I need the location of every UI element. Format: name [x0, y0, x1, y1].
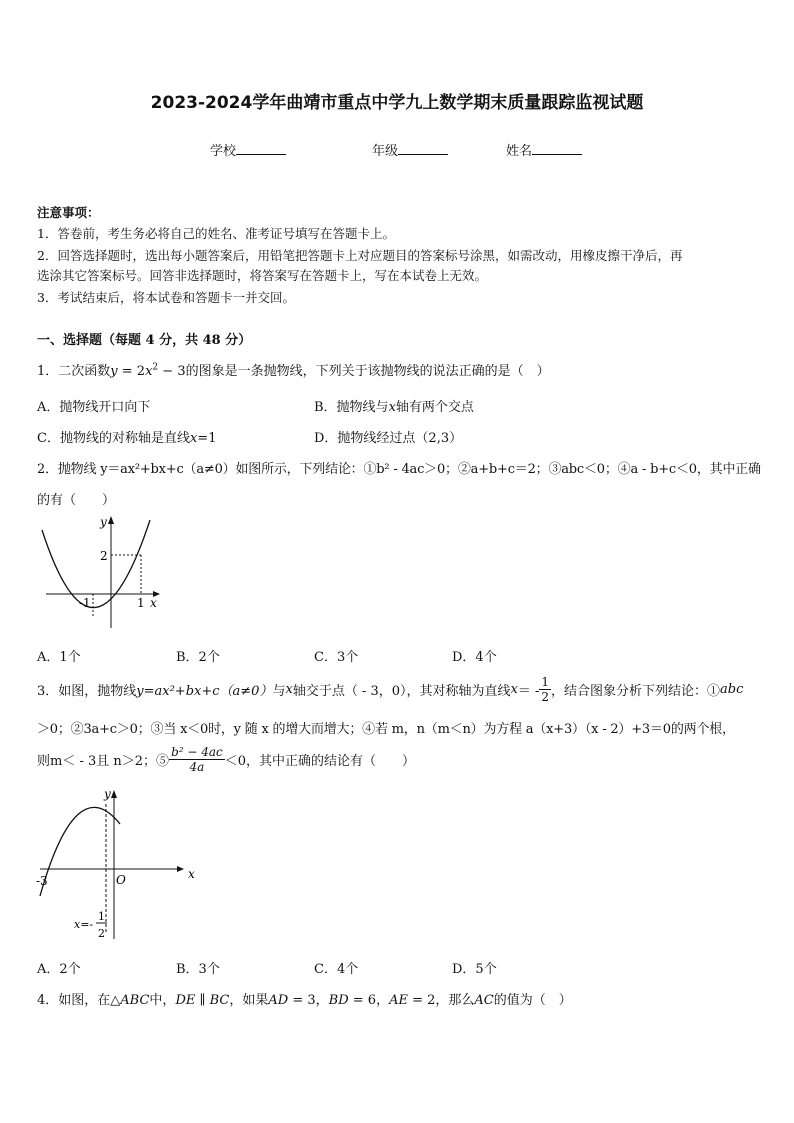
axis-label-pre: x=-: [74, 918, 94, 931]
q4-text: 的值为（ ）: [493, 993, 572, 1008]
grade-blank: [398, 142, 448, 155]
school-field: [210, 140, 286, 159]
q4-text: 4．如图，在△: [37, 993, 121, 1008]
q3-stem-cont: ＞0；②3a+c＞0；③当 x＜0时，y 随 x 的增大而增大；④若 m，n（m＜n）为方程 a（x+3）（x - 2）+3＝0的两个根，: [37, 722, 735, 737]
x-label: x: [150, 596, 157, 610]
q4-text: = 6，: [348, 993, 390, 1008]
q3-text: 则: [37, 754, 51, 769]
q3-parabola-graph: [32, 784, 207, 946]
q4-var: ABC: [120, 993, 150, 1008]
q1-text: 1．二次函数: [37, 364, 111, 379]
frac-num: 1: [541, 675, 550, 689]
name-field: [506, 140, 582, 159]
q1-exp: 2: [152, 362, 159, 373]
y-label: y: [104, 787, 111, 801]
q3-option-c: C．4个: [314, 962, 359, 977]
frac-num: b² − 4ac: [171, 745, 223, 759]
y-axis-arrow: [111, 790, 117, 798]
q3-text: ＜0，其中正确的结论有（ ）: [224, 754, 416, 769]
q3-text: m＜ - 3且 n＞2；⑤: [50, 754, 170, 769]
q3-fraction2: [169, 745, 225, 774]
q3-text: 3．如图，抛物线: [37, 684, 137, 699]
origin-label: O: [116, 873, 126, 887]
q2-option-a: A．1个: [37, 650, 81, 665]
q3-stem-cont2: [37, 745, 415, 774]
y-label: y: [100, 515, 107, 529]
note-item: 选涂其它答案标号。回答非选择题时，将答案写在答题卡上，写在本试卷上无效。: [37, 268, 488, 283]
q4-var: BD: [328, 993, 349, 1008]
name-label: 姓名: [506, 144, 533, 159]
tick-2: 2: [100, 549, 108, 563]
q4-var: DE: [175, 993, 196, 1008]
q1-post: − 3的图象是一条抛物线，下列关于该抛物线的说法正确的是（ ）: [158, 364, 550, 379]
q4-var: AD: [268, 993, 289, 1008]
q3-func: y=ax²+bx+c（a≠0）: [136, 684, 273, 699]
q1-b-x: x: [388, 400, 396, 415]
q4-var: AC: [474, 993, 494, 1008]
tick-neg1: -1: [79, 596, 91, 610]
y-axis-arrow: [108, 516, 114, 524]
q1-var-y: y: [110, 364, 118, 379]
x-label: x: [188, 867, 195, 881]
q1-option-b: [314, 396, 474, 415]
tick-1: 1: [137, 596, 145, 610]
frac-den: 4a: [189, 760, 205, 774]
notes-heading: 注意事项：: [37, 205, 100, 220]
q1-option-a: A．抛物线开口向下: [37, 400, 151, 415]
parabola-curve: [40, 807, 120, 896]
q1-b-text2: 轴有两个交点: [395, 400, 474, 415]
q4-text: 中，: [149, 993, 176, 1008]
q4-var: BC: [209, 993, 230, 1008]
q4-text: ∥: [195, 993, 210, 1008]
q3-text: 与: [272, 684, 286, 699]
q1-eq: = 2: [117, 364, 146, 379]
q3-option-d: D．5个: [452, 962, 497, 977]
q1-var-x: x: [145, 364, 153, 379]
frac-den: 2: [541, 690, 550, 704]
q4-text: = 3，: [288, 993, 329, 1008]
x-axis-arrow: [177, 866, 184, 872]
q1-c-text: C．抛物线的对称轴是直线: [37, 431, 190, 446]
note-item: 3．考试结束后，将本试卷和答题卡一并交回。: [37, 290, 295, 305]
q3-abc: abc: [720, 682, 744, 697]
grade-label: 年级: [372, 144, 399, 159]
tick-neg3: -3: [36, 874, 48, 888]
axis-label-num: 1: [98, 910, 105, 923]
q1-option-c: [37, 427, 216, 446]
q3-text: 轴交于点（ - 3，0），其对称轴为直线: [292, 684, 511, 699]
q4-stem: [37, 989, 572, 1008]
page-title: 2023-2024学年曲靖市重点中学九上数学期末质量跟踪监视试题: [150, 93, 644, 113]
name-blank: [532, 142, 582, 155]
axis-label-den: 2: [98, 927, 105, 940]
q3-var-x: x: [285, 682, 293, 697]
q3-option-b: B．3个: [176, 962, 220, 977]
school-label: 学校: [210, 144, 237, 159]
q1-c-x: x: [189, 431, 198, 446]
q2-option-c: C．3个: [314, 650, 359, 665]
q3-text: ＝ -: [517, 684, 540, 699]
q4-text: = 2，那么: [407, 993, 475, 1008]
note-item: 2．回答选择题时，选出每小题答案后，用铅笔把答题卡上对应题目的答案标号涂黑，如需改动，用橡皮擦干净后，再: [37, 248, 683, 263]
q3-var-x: x: [510, 682, 518, 697]
school-blank: [236, 142, 286, 155]
note-item: 1．答卷前，考生务必将自己的姓名、准考证号填写在答题卡上。: [37, 226, 395, 241]
q2-stem: 2．抛物线 y＝ax²+bx+c（a≠0）如图所示，下列结论：①b² - 4ac＞0；②a+b+c＝2；③abc＜0；④a - b+c＜0，其中正确: [37, 462, 761, 477]
grade-field: [372, 140, 448, 159]
q1-stem: [37, 360, 550, 379]
q4-text: ，如果: [229, 993, 269, 1008]
q2-stem-cont: 的有（ ）: [37, 493, 116, 508]
section-heading: 一、选择题（每题 4 分，共 48 分）: [37, 333, 252, 348]
q2-parabola-graph: [32, 510, 172, 635]
q3-option-a: A．2个: [37, 962, 81, 977]
q1-b-text: B．抛物线与: [314, 400, 389, 415]
q3-stem: [37, 675, 743, 704]
q2-option-d: D．4个: [452, 650, 497, 665]
q2-option-b: B．2个: [176, 650, 220, 665]
q1-option-d: D．抛物线经过点（2,3）: [314, 431, 463, 446]
q4-var: AE: [389, 993, 408, 1008]
q3-text: ，结合图象分析下列结论：①: [551, 684, 721, 699]
q1-c-text2: =1: [197, 431, 217, 446]
q3-fraction: [539, 675, 551, 704]
